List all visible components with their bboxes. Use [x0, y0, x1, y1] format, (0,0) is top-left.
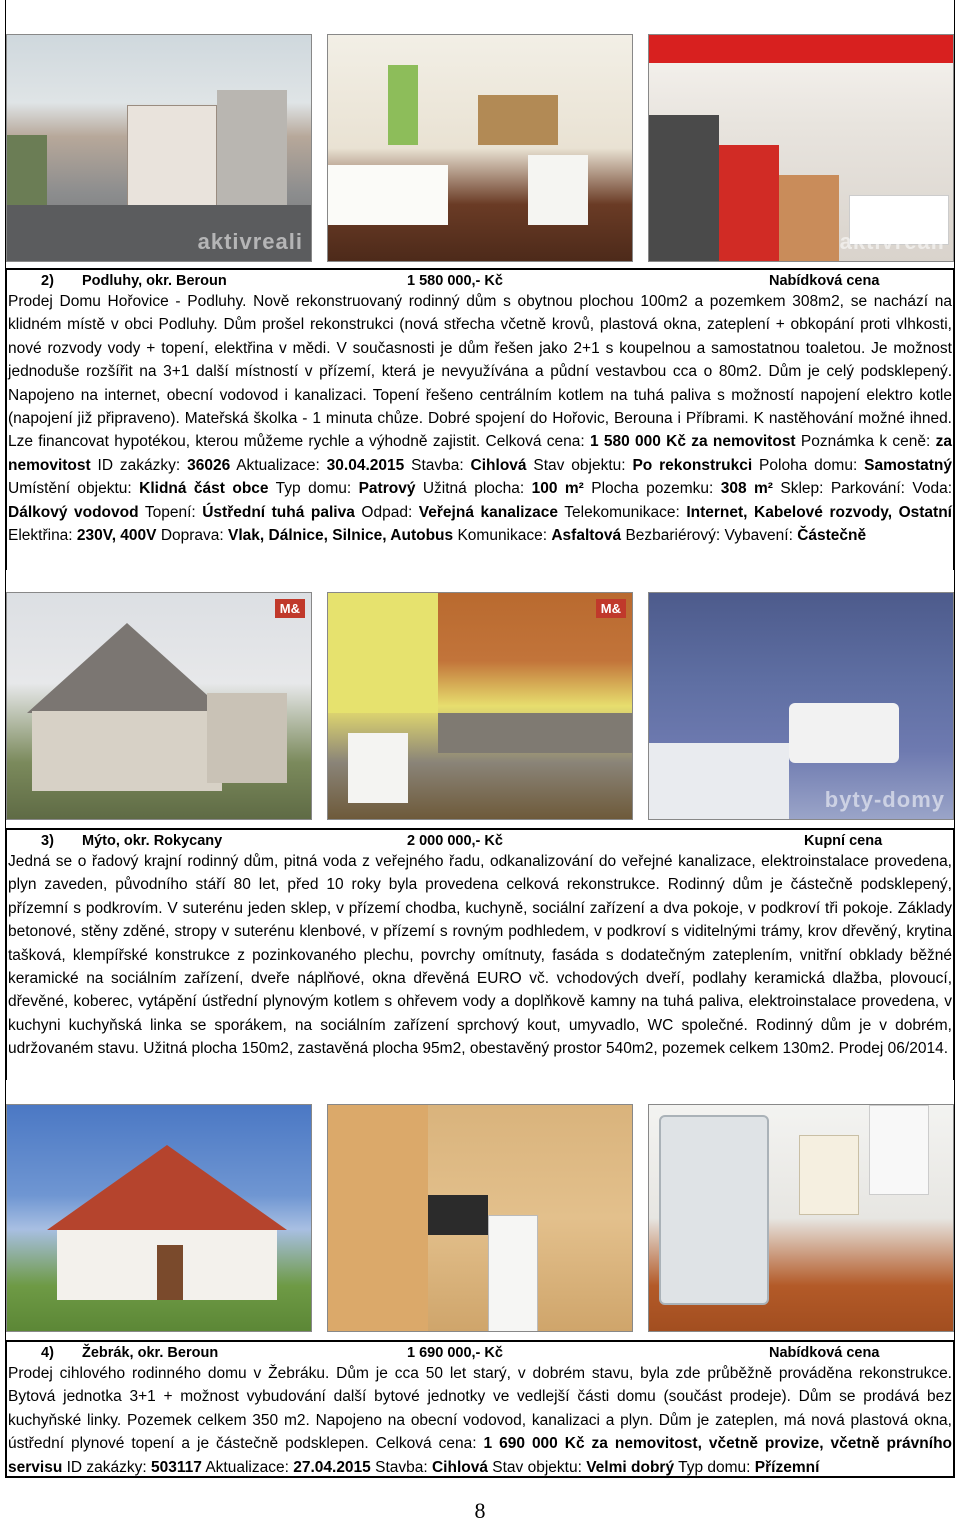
listing-header	[6, 1340, 954, 1362]
detail-value: Klidná část obce	[139, 480, 269, 498]
detail-value: Veřejná kanalizace	[418, 503, 559, 521]
listing-price-type: Kupní cena	[804, 833, 883, 849]
bathroom-photo	[648, 1104, 954, 1332]
detail-label: Poloha domu:	[752, 456, 865, 474]
listing-description	[6, 850, 954, 1080]
detail-label: Bezbariérový: Vybavení:	[621, 527, 798, 545]
listing-description	[6, 290, 954, 570]
watermark: aktivreali	[839, 229, 945, 254]
detail-label: Poznámka k ceně:	[795, 433, 936, 451]
watermark: aktivreali	[197, 229, 303, 254]
detail-value: 27.04.2015	[293, 1458, 371, 1476]
detail-label: Topení:	[138, 503, 203, 521]
listing-price-type: Nabídková cena	[769, 1345, 880, 1361]
detail-label: Aktualizace:	[201, 1458, 294, 1476]
listing-price: 1 690 000,- Kč	[407, 1345, 503, 1361]
detail-label: Typ domu:	[674, 1458, 755, 1476]
detail-label: Celková cena:	[375, 1435, 484, 1453]
detail-label: Celková cena:	[485, 433, 590, 451]
detail-value: Cihlová	[431, 1458, 488, 1476]
detail-label: Plocha pozemku:	[583, 480, 721, 498]
listing-location: Podluhy, okr. Beroun	[82, 273, 227, 289]
photo-row	[6, 1104, 954, 1332]
detail-value: Vlak, Dálnice, Silnice, Autobus	[228, 527, 454, 545]
listing-location: Žebrák, okr. Beroun	[82, 1345, 219, 1361]
detail-value: Asfaltová	[551, 527, 622, 545]
detail-label: Aktualizace:	[230, 456, 327, 474]
detail-label: Elektřina:	[8, 527, 77, 545]
bathroom-photo	[648, 592, 954, 820]
detail-value: Dálkový vodovod	[8, 503, 139, 521]
listing-number: 2)	[41, 273, 54, 289]
detail-label: Stavba:	[404, 456, 471, 474]
detail-label: Sklep: Parkování: Voda:	[772, 480, 953, 498]
listing-number: 4)	[41, 1345, 54, 1361]
detail-value: 503117	[151, 1458, 202, 1476]
bathroom-photo	[648, 34, 954, 262]
description-text: Prodej cihlového rodinného domu v Žebráku. Dům je cca 50 let starý, v dobrém stavu, byla zde průběžně prováděna rekonstrukce. Bytová jednotka 3+1 + možnost vybudování další bytové jednotky ve vedlejší části domu (součást prodeje). Dům se prodává bez kuchyňské linky. Pozemek celkem 350 m2. Napojeno na obecní vodovod, kanalizaci a plyn. Dům je zateplen, má nová plastová okna, ústřední plynové topení a je částečně podsklepen.	[8, 1365, 952, 1453]
living-room-photo	[327, 34, 633, 262]
detail-value: 36026	[187, 456, 231, 474]
detail-label: Umístění objektu:	[8, 480, 140, 498]
detail-value: Samostatný	[864, 456, 952, 474]
description-text: Prodej Domu Hořovice - Podluhy. Nově rekonstruovaný rodinný dům s obytnou plochou 100m2 a pozemkem 308m2, se nachází na klidném místě v obci Podluhy. Dům prošel rekonstrukci (nová střecha včetně krovů, plastová okna, zateplení + obkopání proti vlhkosti, nové rozvody vody + topení, elektřina v mědi. V současnosti je dům řešen jako 2+1 s koupelnou a samostatnou toaletou. Je možnost jednoduše rozšířit na 3+1 další místností v přízemí, která je nevyužívána a půdní vestavbou cca o 80m2. Dům je celý podsklepený. Napojeno na internet, obecní vodovod i kanalizaci. Topení řešeno centrálním kotlem na tuhá paliva s možností napojení elektro kotle (napojení již připraveno). Mateřská školka - 1 minuta chůze. Dobré spojení do Hořovic, Berouna i Příbrami. K nastěhování možné ihned. Lze financovat hypotékou, kterou můžeme rychle a výhodně zajistit.	[8, 293, 952, 451]
detail-label: ID zakázky:	[62, 1458, 152, 1476]
detail-label: ID zakázky:	[90, 456, 188, 474]
house-exterior-photo	[6, 592, 312, 820]
page-number: 8	[474, 1498, 486, 1522]
house-exterior-photo	[6, 1104, 312, 1332]
listing-number: 3)	[41, 833, 54, 849]
photo-row	[6, 34, 954, 262]
listing-price: 2 000 000,- Kč	[407, 833, 503, 849]
watermark: byty-domy	[824, 787, 945, 812]
detail-label: Stavba:	[370, 1458, 432, 1476]
house-street-photo	[6, 34, 312, 262]
detail-value: Internet, Kabelové rozvody, Ostatní	[686, 503, 952, 521]
detail-label: Doprava:	[156, 527, 229, 545]
detail-label: Užitná plocha:	[415, 480, 532, 498]
listing-description	[6, 1362, 954, 1478]
listing-header	[6, 828, 954, 850]
photo-row	[6, 592, 954, 820]
listing-location: Mýto, okr. Rokycany	[82, 833, 223, 849]
listing-price-type: Nabídková cena	[769, 273, 880, 289]
detail-label: Odpad:	[354, 503, 419, 521]
description-text: Jedná se o řadový krajní rodinný dům, pitná voda z veřejného řadu, odkanalizování do veřejné kanalizace, elektroinstalace provedena, plyn zaveden, původního stáří 80 let, před 10 roky byla provedena celková rekonstrukce. Rodinný dům je částečně podsklepený, přízemní s podkrovím. V suterénu jeden sklep, v přízemí chodba, kuchyně, sociální zařízení a dva pokoje, v podkroví tři pokoje. Základy betonové, stěny zděné, stropy v suterénu klenbové, v přízemí s rovným podhledem, v podkroví s viditelnými trámy, krov dřevěný, krytina tašková, klempířské konstrukce z pozinkovaného plechu, povrchy omítnuty, fasáda s dodatečným zateplením, vnitřní obklady běžné keramické na sociálním zařízení, dveře náplňové, okna dřevěná EURO vč. vchodových dveří, podlahy keramická dlažba, plovoucí, dřevěné, koberec, vytápění ústřední plynovým kotlem s ohřevem vody a doplňkově kamny na tuhá paliva, elektroinstalace provedena, v kuchyni kuchyňská linka se sporákem, na sociálním zařízení sprchový kout, umyvadlo, WC společné. Rodinný dům je v dobrém, udržovaném stavu. Užitná plocha 150m2, zastavěná plocha 95m2, obestavěný prostor 540m2, pozemek celkem 130m2. Prodej 06/2014.	[8, 853, 952, 1058]
agency-badge: M&	[596, 599, 626, 618]
listing-price: 1 580 000,- Kč	[407, 273, 503, 289]
detail-value: Cihlová	[470, 456, 527, 474]
detail-label: Stav objektu:	[487, 1458, 587, 1476]
detail-value: 30.04.2015	[326, 456, 405, 474]
detail-label: Stav objektu:	[526, 456, 633, 474]
detail-value: 100 m²	[531, 480, 584, 498]
kitchen-photo	[327, 1104, 633, 1332]
detail-value: za nemovitost	[8, 433, 953, 474]
agency-badge: M&	[275, 599, 305, 618]
detail-label: Telekomunikace:	[558, 503, 687, 521]
detail-value: Částečně	[797, 527, 867, 545]
detail-value: Přízemní	[754, 1458, 820, 1476]
detail-value: 230V, 400V	[76, 527, 157, 545]
listing-header	[6, 268, 954, 290]
kitchen-photo	[327, 592, 633, 820]
detail-label: Typ domu:	[268, 480, 359, 498]
detail-value: 1 580 000 Kč za nemovitost	[589, 433, 796, 451]
detail-value: Patrový	[358, 480, 416, 498]
detail-value: 1 690 000 Kč za nemovitost, včetně provize, včetně právního servisu	[8, 1435, 953, 1476]
detail-label: Komunikace:	[453, 527, 552, 545]
detail-value: 308 m²	[720, 480, 773, 498]
detail-value: Ústřední tuhá paliva	[202, 503, 355, 521]
detail-value: Velmi dobrý	[586, 1458, 675, 1476]
detail-value: Po rekonstrukci	[632, 456, 753, 474]
